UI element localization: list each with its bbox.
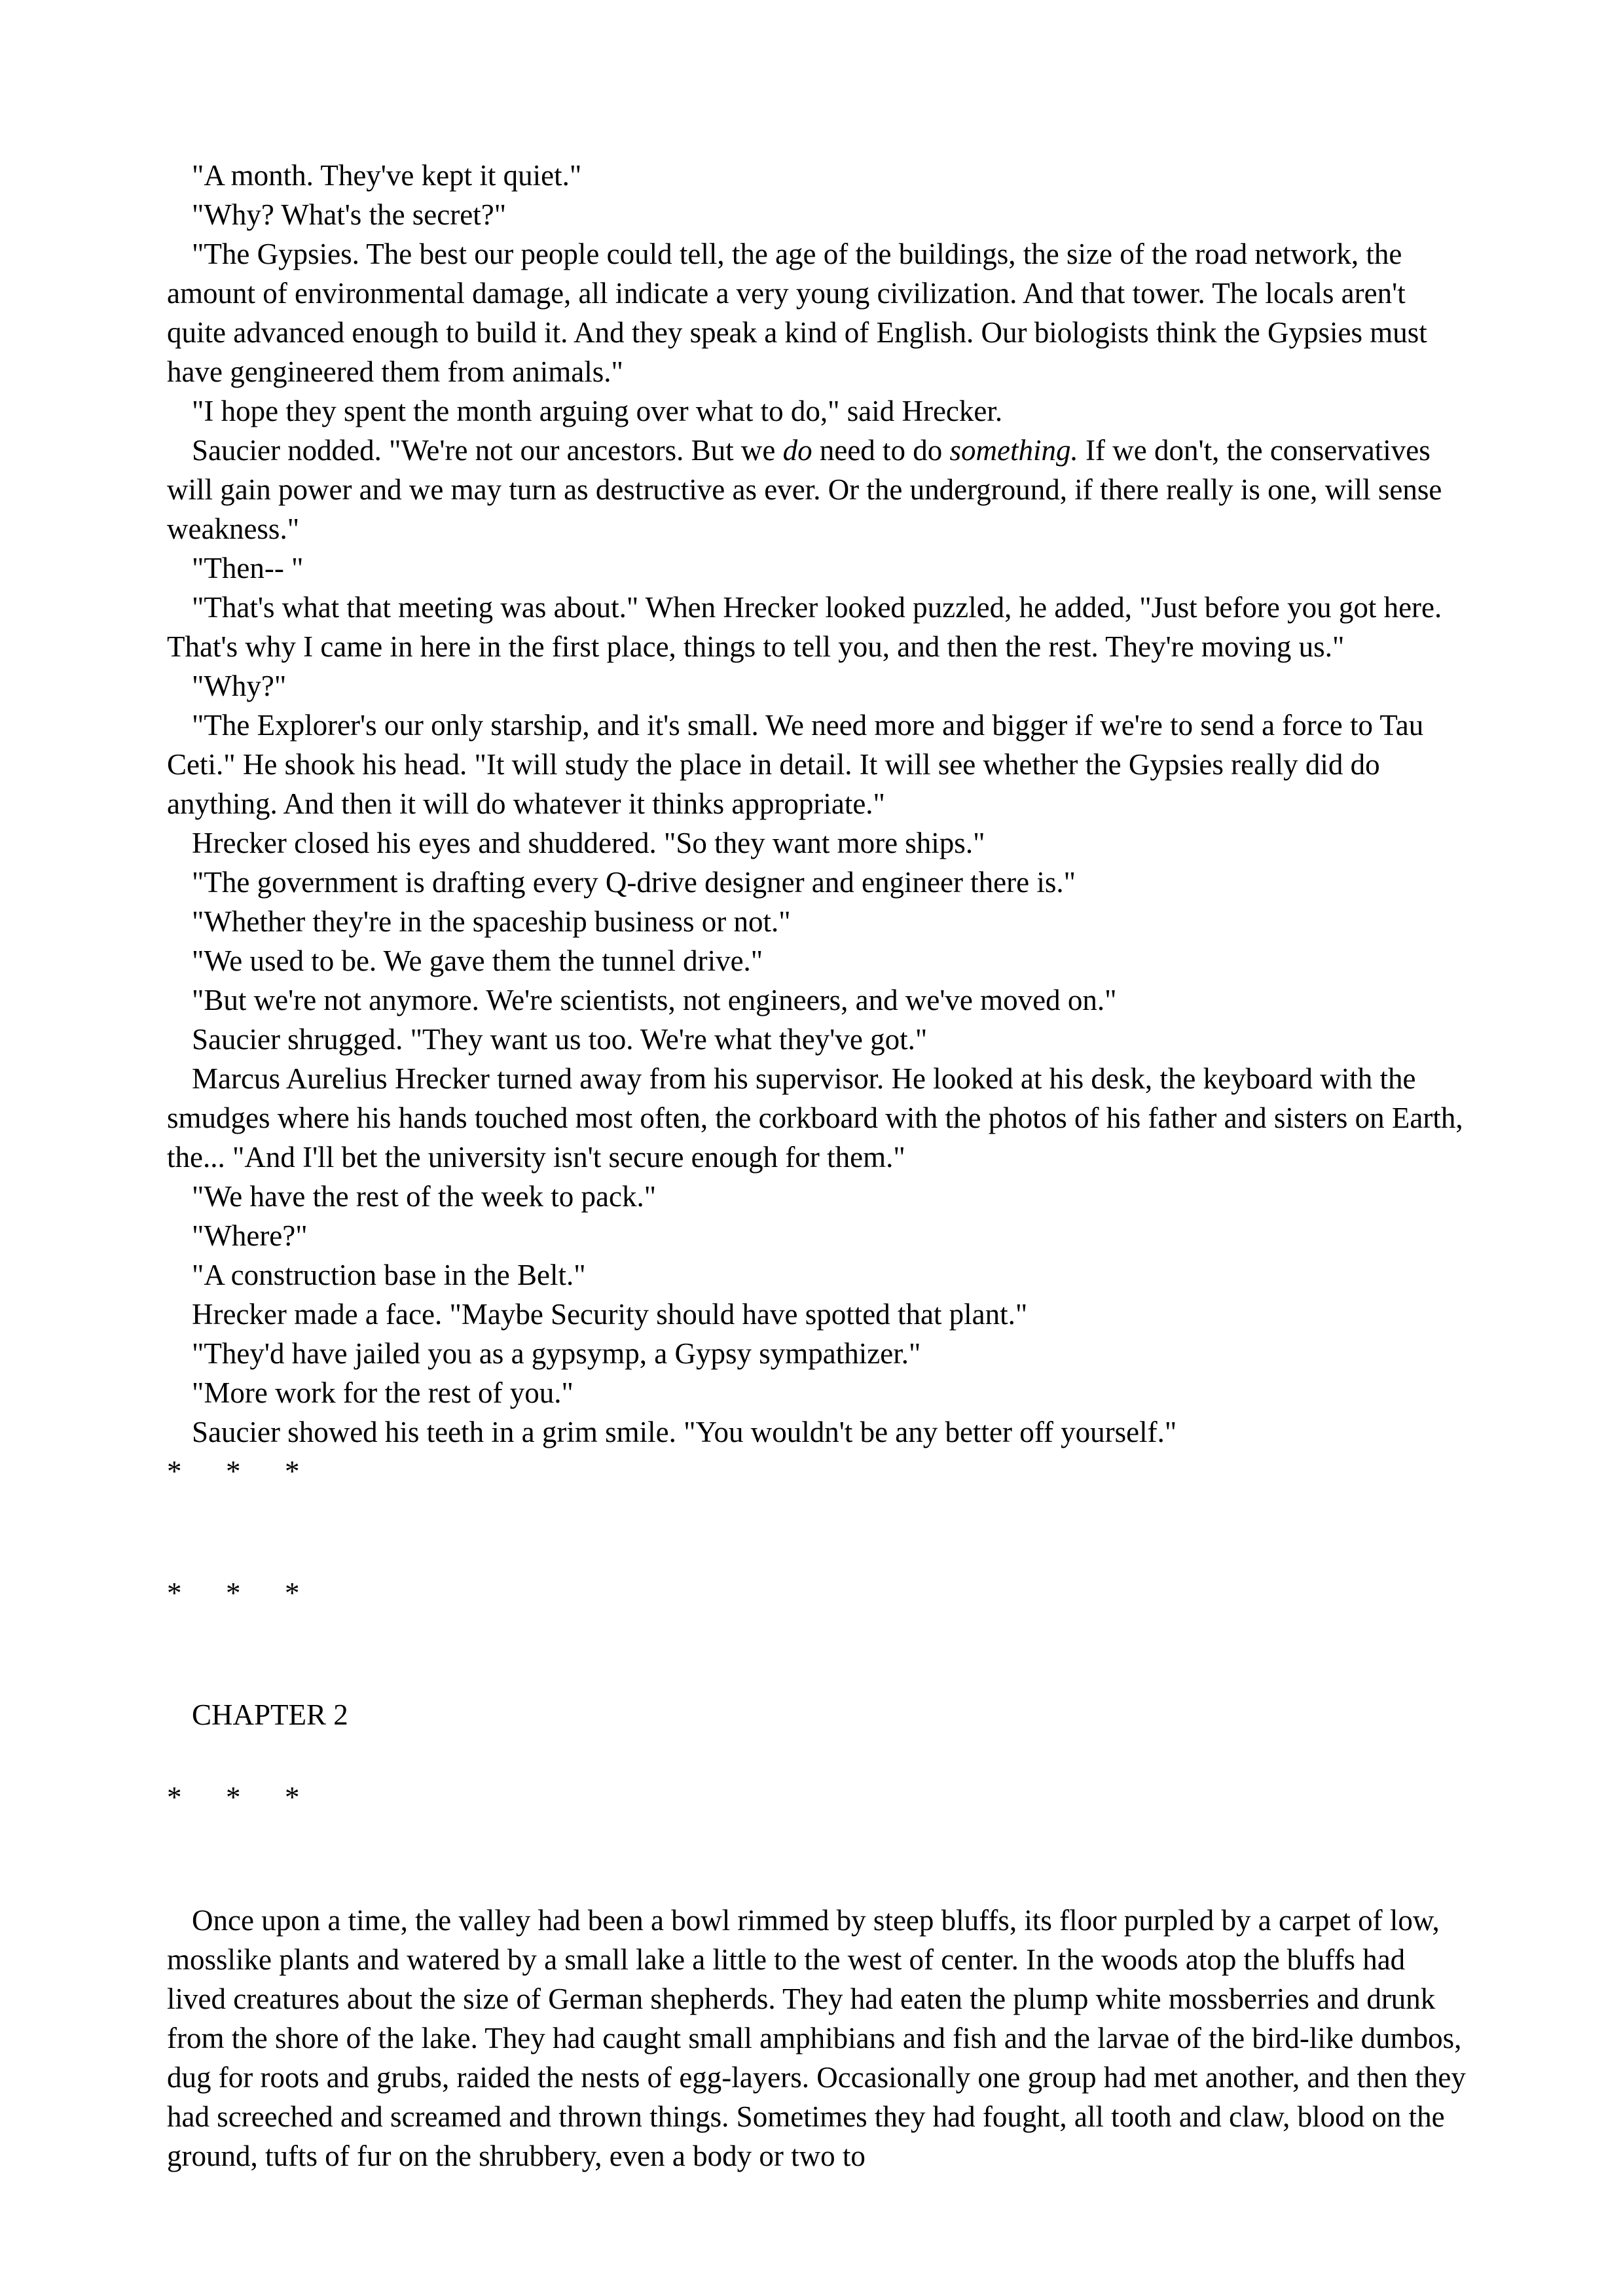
paragraph: "They'd have jailed you as a gypsymp, a Gypsy sympathizer." xyxy=(192,1337,921,1370)
paragraph: "Why? What's the secret?" xyxy=(192,198,507,231)
scene-separator: * * * xyxy=(167,1455,300,1488)
paragraph: Saucier showed his teeth in a grim smile. "You wouldn't be any better off yourself." xyxy=(192,1416,1177,1448)
text-body xyxy=(167,156,1470,2176)
paragraph: "The Gypsies. The best our people could tell, the age of the buildings, the size of the road network, the amount of environmental damage, all indicate a very young civilization. And that tower. The locals aren't quite advanced enough to build it. And they speak a kind of English. Our biologists think the Gypsies must have gengineered them from animals." xyxy=(167,238,1427,388)
paragraph: "I hope they spent the month arguing over what to do," said Hrecker. xyxy=(192,395,1003,427)
spacer xyxy=(167,1491,1470,1573)
text-run: If we don't, the conservatives will gain power and we may turn as destructive as ever. Or the underground, if there really is one, will sense weakness." xyxy=(167,434,1442,545)
spacer xyxy=(167,1817,1470,1901)
paragraph: "The government is drafting every Q-drive designer and engineer there is." xyxy=(192,866,1076,899)
paragraph: "Then-- " xyxy=(192,552,304,584)
paragraph: "More work for the rest of you." xyxy=(192,1376,574,1409)
emphasis-text: something. xyxy=(949,434,1078,467)
paragraph: Hrecker closed his eyes and shuddered. "So they want more ships." xyxy=(192,827,985,859)
spacer xyxy=(167,1613,1470,1695)
paragraph: "That's what that meeting was about." When Hrecker looked puzzled, he added, "Just before you got here. That's why I came in here in the first place, things to tell you, and then the rest. They're moving us." xyxy=(167,591,1442,663)
paragraph: Saucier shrugged. "They want us too. We're what they've got." xyxy=(192,1023,928,1056)
emphasis-text: do xyxy=(782,434,812,467)
paragraph: "But we're not anymore. We're scientists, not engineers, and we've moved on." xyxy=(192,984,1117,1016)
paragraph: "We used to be. We gave them the tunnel drive." xyxy=(192,944,763,977)
text-run: Saucier nodded. "We're not our ancestors. But we xyxy=(192,434,783,467)
paragraph: "Where?" xyxy=(192,1219,308,1252)
spacer xyxy=(167,1734,1470,1778)
paragraph: "Whether they're in the spaceship business or not." xyxy=(192,905,791,938)
paragraph: Hrecker made a face. "Maybe Security should have spotted that plant." xyxy=(192,1298,1028,1331)
paragraph: "A construction base in the Belt." xyxy=(192,1259,586,1291)
paragraph: "A month. They've kept it quiet." xyxy=(192,159,582,192)
paragraph: "The Explorer's our only starship, and it's small. We need more and bigger if we're to send a force to Tau Ceti." He shook his head. "It will study the place in detail. It will see whether the Gypsies really did do anything. And then it will do whatever it thinks appropriate." xyxy=(167,709,1424,820)
paragraph: "Why?" xyxy=(192,670,287,702)
chapter-opening-paragraph: Once upon a time, the valley had been a bowl rimmed by steep bluffs, its floor purpled by a carpet of low, mosslike plants and watered by a small lake a little to the west of center. In the woods atop the bluffs had lived creatures about the size of German shepherds. They had eaten the plump white mossberries and drunk from the shore of the lake. They had caught small amphibians and fish and the larvae of the bird-like dumbos, dug for roots and grubs, raided the nests of egg-layers. Occasionally one group had met another, and then they had screeched and screamed and thrown things. Sometimes they had fought, all tooth and claw, blood on the ground, tufts of fur on the shrubbery, even a body or two to xyxy=(167,1904,1466,2172)
chapter-heading: CHAPTER 2 xyxy=(192,1698,348,1731)
paragraph: "We have the rest of the week to pack." xyxy=(192,1180,657,1213)
paragraph: Marcus Aurelius Hrecker turned away from his supervisor. He looked at his desk, the keyboard with the smudges where his hands touched most often, the corkboard with the photos of his father and sisters on Earth, the... "And I'll bet the university isn't secure enough for them." xyxy=(167,1062,1463,1174)
paragraph-saucier-nodded xyxy=(167,431,1470,548)
scene-separator: * * * xyxy=(167,1577,300,1609)
text-run: need to do xyxy=(812,434,950,467)
scene-separator: * * * xyxy=(167,1781,300,1814)
